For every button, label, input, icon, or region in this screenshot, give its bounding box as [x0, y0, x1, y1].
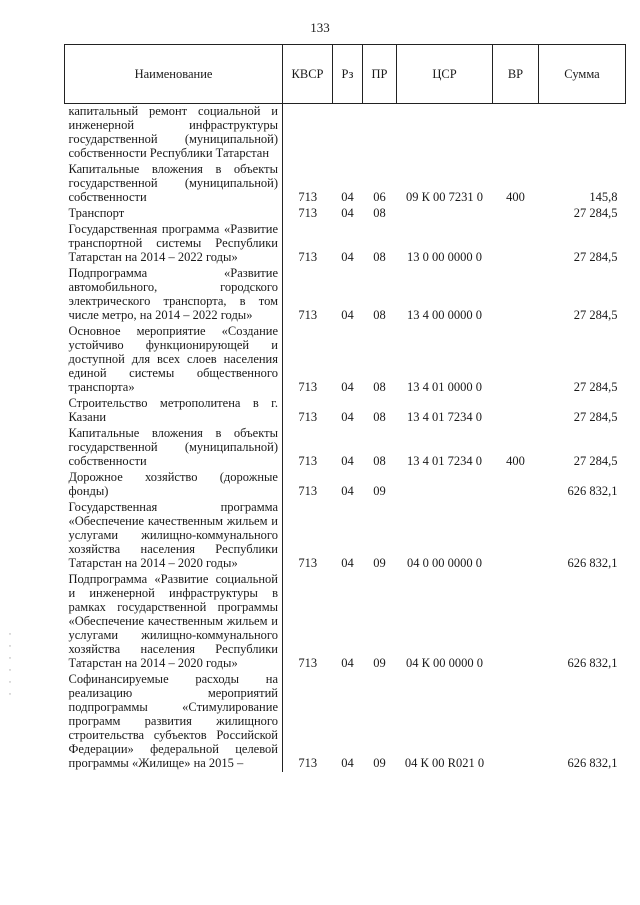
- row-name: Софинансируемые расходы на реализацию мероприятий подпрограммы «Стимулирование программ развития жилищного строительства субъектов Российской Федерации» федеральной целевой программы «Жилище» на 2015 –: [65, 672, 283, 772]
- row-rz: [333, 104, 363, 163]
- table-row: [65, 206, 626, 222]
- row-kvsr: 713: [298, 308, 318, 322]
- row-kvsr: 713: [298, 380, 318, 394]
- row-pr: 08: [373, 308, 386, 322]
- row-vr: [493, 104, 539, 163]
- row-name: Транспорт: [65, 206, 283, 222]
- table-row: [65, 162, 626, 206]
- row-vr: [493, 222, 539, 266]
- row-vr: [493, 672, 539, 772]
- row-kvsr: 713: [298, 484, 318, 498]
- row-csr: [397, 104, 493, 163]
- table-row: [65, 572, 626, 672]
- table-row: [65, 426, 626, 470]
- row-rz: 04: [341, 190, 354, 204]
- row-pr: 06: [373, 190, 386, 204]
- row-pr: 09: [373, 756, 386, 770]
- row-amount: 27 284,5: [573, 454, 618, 468]
- header-rz: Рз: [333, 45, 363, 104]
- row-name: Государственная программа «Обеспечение качественным жильем и услугами жилищно-коммунального хозяйства населения Республики Татарстан на 2014 – 2020 годы»: [65, 500, 283, 572]
- table-header-row: [65, 45, 626, 104]
- row-vr: 400: [506, 454, 525, 468]
- row-amount: 27 284,5: [573, 308, 618, 322]
- row-kvsr: 713: [298, 410, 318, 424]
- row-csr: 13 4 01 7234 0: [407, 410, 482, 424]
- row-kvsr: 713: [298, 250, 318, 264]
- row-rz: 04: [341, 410, 354, 424]
- row-rz: 04: [341, 556, 354, 570]
- row-amount: 626 832,1: [567, 484, 618, 498]
- header-amount: Сумма: [539, 45, 626, 104]
- table-row: [65, 104, 626, 163]
- row-amount: 27 284,5: [573, 410, 618, 424]
- row-rz: 04: [341, 756, 354, 770]
- table-row: [65, 396, 626, 426]
- row-kvsr: 713: [298, 454, 318, 468]
- row-csr: 13 4 00 0000 0: [407, 308, 482, 322]
- row-amount: 145,8: [589, 190, 618, 204]
- header-kvsr: КВСР: [283, 45, 333, 104]
- row-name: Строительство метрополитена в г. Казани: [65, 396, 283, 426]
- row-vr: [493, 470, 539, 500]
- row-csr: 04 К 00 R021 0: [404, 756, 485, 770]
- row-kvsr: 713: [298, 756, 318, 770]
- header-csr: ЦСР: [397, 45, 493, 104]
- header-name: Наименование: [65, 45, 283, 104]
- row-vr: [493, 324, 539, 396]
- row-kvsr: [283, 104, 333, 163]
- row-name: капитальный ремонт социальной и инженерной инфраструктуры государственной (муниципальной) собственности Республики Татарстан: [65, 104, 283, 163]
- budget-table: [64, 44, 626, 772]
- row-amount: 626 832,1: [567, 756, 618, 770]
- table-row: [65, 470, 626, 500]
- row-amount: [539, 104, 626, 163]
- row-vr: [493, 266, 539, 324]
- row-vr: [493, 500, 539, 572]
- row-name: Основное мероприятие «Создание устойчиво функционирующей и доступной для всех слоев населения единой системы общественного транспорта»: [65, 324, 283, 396]
- row-pr: 08: [373, 206, 386, 220]
- row-amount: 626 832,1: [567, 656, 618, 670]
- row-pr: 08: [373, 250, 386, 264]
- table-row: [65, 500, 626, 572]
- row-vr: [493, 572, 539, 672]
- row-rz: 04: [341, 380, 354, 394]
- row-name: Государственная программа «Развитие транспортной системы Республики Татарстан на 2014 – 2022 годы»: [65, 222, 283, 266]
- table-row: [65, 222, 626, 266]
- row-kvsr: 713: [298, 190, 318, 204]
- row-csr: [397, 470, 493, 500]
- row-rz: 04: [341, 454, 354, 468]
- row-rz: 04: [341, 206, 354, 220]
- row-pr: 09: [373, 556, 386, 570]
- table-row: [65, 266, 626, 324]
- row-csr: 13 4 01 7234 0: [407, 454, 482, 468]
- row-vr: [493, 396, 539, 426]
- row-pr: [363, 104, 397, 163]
- row-kvsr: 713: [298, 656, 318, 670]
- row-name: Подпрограмма «Развитие автомобильного, городского электрического транспорта, в том числе метро, на 2014 – 2022 годы»: [65, 266, 283, 324]
- row-amount: 626 832,1: [567, 556, 618, 570]
- row-amount: 27 284,5: [573, 206, 618, 220]
- row-vr: 400: [506, 190, 525, 204]
- row-rz: 04: [341, 308, 354, 322]
- row-pr: 09: [373, 656, 386, 670]
- row-kvsr: 713: [298, 556, 318, 570]
- header-vr: ВР: [493, 45, 539, 104]
- row-pr: 08: [373, 454, 386, 468]
- row-kvsr: 713: [298, 206, 318, 220]
- row-csr: 09 К 00 7231 0: [405, 190, 484, 204]
- row-csr: 13 0 00 0000 0: [407, 250, 482, 264]
- row-pr: 09: [373, 484, 386, 498]
- row-csr: 04 0 00 0000 0: [407, 556, 482, 570]
- row-amount: 27 284,5: [573, 250, 618, 264]
- row-vr: [493, 206, 539, 222]
- scan-margin-marks: · · · · · ·: [8, 629, 12, 699]
- row-name: Капитальные вложения в объекты государственной (муниципальной) собственности: [65, 426, 283, 470]
- table-row: [65, 324, 626, 396]
- row-name: Дорожное хозяйство (дорожные фонды): [65, 470, 283, 500]
- row-pr: 08: [373, 380, 386, 394]
- row-rz: 04: [341, 484, 354, 498]
- row-rz: 04: [341, 656, 354, 670]
- row-name: Капитальные вложения в объекты государственной (муниципальной) собственности: [65, 162, 283, 206]
- row-csr: 04 К 00 0000 0: [405, 656, 484, 670]
- row-csr: [397, 206, 493, 222]
- row-pr: 08: [373, 410, 386, 424]
- row-csr: 13 4 01 0000 0: [407, 380, 482, 394]
- page-number: 133: [310, 20, 330, 35]
- row-name: Подпрограмма «Развитие социальной и инженерной инфраструктуры в рамках государственной программы «Обеспечение качественным жильем и услугами жилищно-коммунального хозяйства населения Республики Татарстан на 2014 – 2020 годы»: [65, 572, 283, 672]
- header-pr: ПР: [363, 45, 397, 104]
- row-amount: 27 284,5: [573, 380, 618, 394]
- table-row: [65, 672, 626, 772]
- row-rz: 04: [341, 250, 354, 264]
